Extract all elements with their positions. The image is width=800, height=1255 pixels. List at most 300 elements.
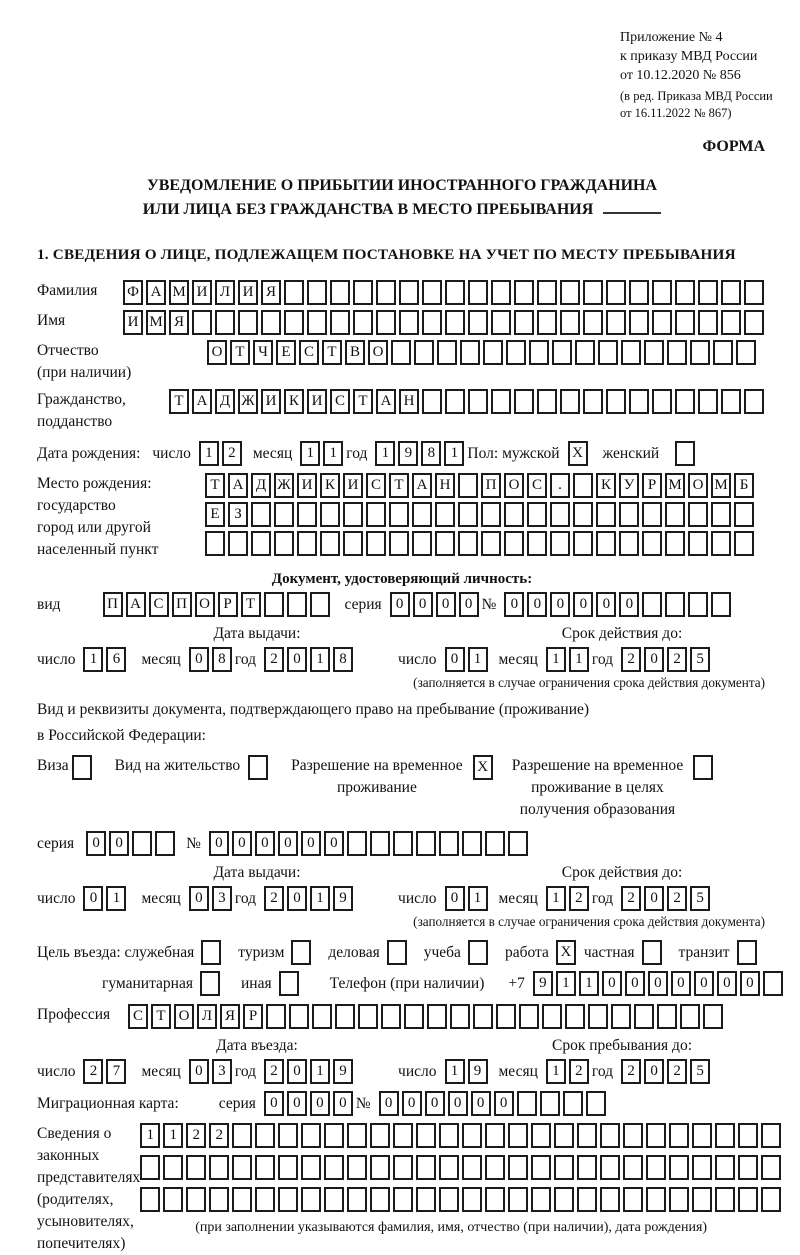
char-box[interactable]: [155, 831, 175, 856]
char-box[interactable]: [232, 1187, 252, 1212]
char-box[interactable]: 1: [546, 1059, 566, 1084]
char-box[interactable]: 0: [425, 1091, 445, 1116]
char-box[interactable]: 1: [83, 647, 103, 672]
char-box[interactable]: Я: [169, 310, 189, 335]
char-box[interactable]: [744, 280, 764, 305]
char-box[interactable]: [481, 531, 501, 556]
char-box[interactable]: И: [123, 310, 143, 335]
char-box[interactable]: [629, 280, 649, 305]
char-box[interactable]: [537, 389, 557, 414]
char-box[interactable]: П: [103, 592, 123, 617]
char-box[interactable]: [573, 473, 593, 498]
char-box[interactable]: Т: [389, 473, 409, 498]
char-box[interactable]: [583, 389, 603, 414]
char-box[interactable]: 5: [690, 1059, 710, 1084]
char-box[interactable]: [274, 531, 294, 556]
char-box[interactable]: [343, 531, 363, 556]
char-box[interactable]: [542, 1004, 562, 1029]
char-box[interactable]: [347, 1123, 367, 1148]
char-box[interactable]: 6: [106, 647, 126, 672]
char-box[interactable]: Е: [276, 340, 296, 365]
char-box[interactable]: [621, 340, 641, 365]
char-box[interactable]: 1: [300, 441, 320, 466]
char-box[interactable]: 1: [140, 1123, 160, 1148]
char-box[interactable]: З: [228, 502, 248, 527]
char-box[interactable]: [324, 1155, 344, 1180]
char-box[interactable]: 0: [402, 1091, 422, 1116]
char-box[interactable]: [255, 1187, 275, 1212]
char-box[interactable]: [715, 1123, 735, 1148]
char-box[interactable]: [228, 531, 248, 556]
char-box[interactable]: 0: [436, 592, 456, 617]
char-box[interactable]: Ж: [274, 473, 294, 498]
char-box[interactable]: [491, 310, 511, 335]
char-box[interactable]: [462, 1123, 482, 1148]
char-box[interactable]: [264, 592, 284, 617]
char-box[interactable]: 0: [445, 886, 465, 911]
char-box[interactable]: [347, 1187, 367, 1212]
char-box[interactable]: [573, 531, 593, 556]
char-box[interactable]: 0: [301, 831, 321, 856]
char-box[interactable]: [238, 310, 258, 335]
char-box[interactable]: П: [481, 473, 501, 498]
char-box[interactable]: Я: [261, 280, 281, 305]
char-box[interactable]: [376, 310, 396, 335]
char-box[interactable]: 9: [468, 1059, 488, 1084]
char-box[interactable]: [623, 1155, 643, 1180]
char-box[interactable]: [416, 1187, 436, 1212]
char-box[interactable]: 0: [390, 592, 410, 617]
char-box[interactable]: [680, 1004, 700, 1029]
char-box[interactable]: [278, 1155, 298, 1180]
char-box[interactable]: И: [307, 389, 327, 414]
char-box[interactable]: [307, 310, 327, 335]
char-box[interactable]: О: [174, 1004, 194, 1029]
char-box[interactable]: 9: [333, 1059, 353, 1084]
char-box[interactable]: [646, 1187, 666, 1212]
char-box[interactable]: [761, 1187, 781, 1212]
char-box[interactable]: [132, 831, 152, 856]
char-box[interactable]: О: [368, 340, 388, 365]
char-box[interactable]: И: [261, 389, 281, 414]
char-box[interactable]: [596, 502, 616, 527]
char-box[interactable]: 0: [287, 1059, 307, 1084]
char-box[interactable]: [248, 755, 268, 780]
char-box[interactable]: 0: [504, 592, 524, 617]
char-box[interactable]: М: [711, 473, 731, 498]
char-box[interactable]: [399, 280, 419, 305]
char-box[interactable]: [692, 1123, 712, 1148]
char-box[interactable]: 0: [619, 592, 639, 617]
char-box[interactable]: 0: [648, 971, 668, 996]
char-box[interactable]: 0: [333, 1091, 353, 1116]
char-box[interactable]: [560, 280, 580, 305]
char-box[interactable]: [200, 971, 220, 996]
char-box[interactable]: [274, 502, 294, 527]
char-box[interactable]: А: [192, 389, 212, 414]
char-box[interactable]: [307, 280, 327, 305]
char-box[interactable]: Е: [205, 502, 225, 527]
char-box[interactable]: [736, 340, 756, 365]
char-box[interactable]: Н: [435, 473, 455, 498]
char-box[interactable]: [251, 502, 271, 527]
char-box[interactable]: [761, 1155, 781, 1180]
char-box[interactable]: [583, 280, 603, 305]
char-box[interactable]: [703, 1004, 723, 1029]
char-box[interactable]: 5: [690, 647, 710, 672]
char-box[interactable]: [458, 473, 478, 498]
char-box[interactable]: [468, 280, 488, 305]
char-box[interactable]: [297, 531, 317, 556]
char-box[interactable]: [320, 531, 340, 556]
char-box[interactable]: [320, 502, 340, 527]
char-box[interactable]: [416, 831, 436, 856]
char-box[interactable]: [468, 389, 488, 414]
char-box[interactable]: А: [146, 280, 166, 305]
char-box[interactable]: 0: [287, 647, 307, 672]
char-box[interactable]: [284, 280, 304, 305]
char-box[interactable]: [416, 1155, 436, 1180]
char-box[interactable]: [642, 592, 662, 617]
char-box[interactable]: [335, 1004, 355, 1029]
char-box[interactable]: [713, 340, 733, 365]
char-box[interactable]: [399, 310, 419, 335]
char-box[interactable]: 1: [546, 886, 566, 911]
char-box[interactable]: [531, 1155, 551, 1180]
char-box[interactable]: [376, 280, 396, 305]
char-box[interactable]: [439, 1123, 459, 1148]
char-box[interactable]: [481, 502, 501, 527]
char-box[interactable]: [652, 389, 672, 414]
char-box[interactable]: [550, 502, 570, 527]
char-box[interactable]: М: [169, 280, 189, 305]
char-box[interactable]: [437, 340, 457, 365]
char-box[interactable]: [763, 971, 783, 996]
char-box[interactable]: Р: [642, 473, 662, 498]
char-box[interactable]: 1: [546, 647, 566, 672]
char-box[interactable]: 1: [310, 1059, 330, 1084]
char-box[interactable]: [586, 1091, 606, 1116]
char-box[interactable]: 2: [621, 647, 641, 672]
char-box[interactable]: 1: [310, 647, 330, 672]
char-box[interactable]: Т: [241, 592, 261, 617]
char-box[interactable]: Д: [215, 389, 235, 414]
char-box[interactable]: [445, 280, 465, 305]
char-box[interactable]: [577, 1187, 597, 1212]
char-box[interactable]: 9: [533, 971, 553, 996]
char-box[interactable]: [485, 1123, 505, 1148]
char-box[interactable]: В: [345, 340, 365, 365]
char-box[interactable]: [491, 389, 511, 414]
char-box[interactable]: [506, 340, 526, 365]
char-box[interactable]: 0: [209, 831, 229, 856]
char-box[interactable]: Т: [353, 389, 373, 414]
char-box[interactable]: [330, 310, 350, 335]
char-box[interactable]: [675, 389, 695, 414]
char-box[interactable]: [698, 389, 718, 414]
char-box[interactable]: [738, 1123, 758, 1148]
char-box[interactable]: [669, 1187, 689, 1212]
char-box[interactable]: 0: [602, 971, 622, 996]
char-box[interactable]: [387, 940, 407, 965]
char-box[interactable]: [642, 502, 662, 527]
char-box[interactable]: 0: [625, 971, 645, 996]
char-box[interactable]: 0: [287, 886, 307, 911]
char-box[interactable]: Т: [169, 389, 189, 414]
char-box[interactable]: [623, 1187, 643, 1212]
char-box[interactable]: [140, 1155, 160, 1180]
char-box[interactable]: [692, 1155, 712, 1180]
char-box[interactable]: [611, 1004, 631, 1029]
char-box[interactable]: [496, 1004, 516, 1029]
char-box[interactable]: [462, 831, 482, 856]
char-box[interactable]: [291, 940, 311, 965]
char-box[interactable]: [445, 389, 465, 414]
char-box[interactable]: 0: [86, 831, 106, 856]
char-box[interactable]: [366, 531, 386, 556]
char-box[interactable]: [330, 280, 350, 305]
char-box[interactable]: О: [504, 473, 524, 498]
char-box[interactable]: [688, 531, 708, 556]
char-box[interactable]: [284, 310, 304, 335]
char-box[interactable]: [163, 1187, 183, 1212]
char-box[interactable]: [439, 1187, 459, 1212]
char-box[interactable]: 8: [212, 647, 232, 672]
char-box[interactable]: [508, 1155, 528, 1180]
char-box[interactable]: [301, 1123, 321, 1148]
char-box[interactable]: [140, 1187, 160, 1212]
char-box[interactable]: 0: [324, 831, 344, 856]
char-box[interactable]: [460, 340, 480, 365]
char-box[interactable]: [560, 310, 580, 335]
char-box[interactable]: [606, 280, 626, 305]
char-box[interactable]: [232, 1155, 252, 1180]
char-box[interactable]: 1: [468, 886, 488, 911]
char-box[interactable]: [554, 1123, 574, 1148]
char-box[interactable]: [698, 310, 718, 335]
char-box[interactable]: [192, 310, 212, 335]
char-box[interactable]: [667, 340, 687, 365]
char-box[interactable]: К: [596, 473, 616, 498]
char-box[interactable]: [255, 1123, 275, 1148]
char-box[interactable]: 0: [379, 1091, 399, 1116]
char-box[interactable]: [370, 1155, 390, 1180]
char-box[interactable]: [427, 1004, 447, 1029]
char-box[interactable]: 0: [671, 971, 691, 996]
char-box[interactable]: [606, 310, 626, 335]
char-box[interactable]: 0: [644, 647, 664, 672]
char-box[interactable]: 1: [106, 886, 126, 911]
char-box[interactable]: [517, 1091, 537, 1116]
char-box[interactable]: [324, 1187, 344, 1212]
char-box[interactable]: 1: [163, 1123, 183, 1148]
char-box[interactable]: [692, 1187, 712, 1212]
char-box[interactable]: [353, 310, 373, 335]
char-box[interactable]: [652, 310, 672, 335]
char-box[interactable]: [693, 755, 713, 780]
char-box[interactable]: [435, 502, 455, 527]
char-box[interactable]: [721, 280, 741, 305]
char-box[interactable]: [577, 1123, 597, 1148]
char-box[interactable]: [761, 1123, 781, 1148]
char-box[interactable]: Т: [230, 340, 250, 365]
char-box[interactable]: А: [376, 389, 396, 414]
char-box[interactable]: 7: [106, 1059, 126, 1084]
char-box[interactable]: А: [228, 473, 248, 498]
char-box[interactable]: [634, 1004, 654, 1029]
char-box[interactable]: 5: [690, 886, 710, 911]
char-box[interactable]: 0: [573, 592, 593, 617]
char-box[interactable]: [491, 280, 511, 305]
char-box[interactable]: [358, 1004, 378, 1029]
char-box[interactable]: [527, 502, 547, 527]
char-box[interactable]: [255, 1155, 275, 1180]
char-box[interactable]: [665, 531, 685, 556]
char-box[interactable]: [72, 755, 92, 780]
char-box[interactable]: 1: [199, 441, 219, 466]
char-box[interactable]: С: [149, 592, 169, 617]
char-box[interactable]: 1: [579, 971, 599, 996]
char-box[interactable]: [287, 592, 307, 617]
char-box[interactable]: 2: [667, 886, 687, 911]
char-box[interactable]: [665, 502, 685, 527]
char-box[interactable]: [600, 1123, 620, 1148]
char-box[interactable]: [629, 310, 649, 335]
char-box[interactable]: И: [343, 473, 363, 498]
char-box[interactable]: [690, 340, 710, 365]
char-box[interactable]: [209, 1187, 229, 1212]
char-box[interactable]: 9: [333, 886, 353, 911]
char-box[interactable]: 2: [264, 647, 284, 672]
char-box[interactable]: 2: [222, 441, 242, 466]
char-box[interactable]: [514, 389, 534, 414]
char-box[interactable]: С: [527, 473, 547, 498]
char-box[interactable]: [370, 1123, 390, 1148]
char-box[interactable]: [347, 831, 367, 856]
char-box[interactable]: [646, 1123, 666, 1148]
char-box[interactable]: X: [473, 755, 493, 780]
char-box[interactable]: [485, 1155, 505, 1180]
char-box[interactable]: 0: [527, 592, 547, 617]
char-box[interactable]: [370, 831, 390, 856]
char-box[interactable]: [389, 531, 409, 556]
char-box[interactable]: [734, 531, 754, 556]
char-box[interactable]: [531, 1123, 551, 1148]
char-box[interactable]: [366, 502, 386, 527]
char-box[interactable]: [688, 592, 708, 617]
char-box[interactable]: [619, 502, 639, 527]
char-box[interactable]: [508, 1187, 528, 1212]
char-box[interactable]: 0: [413, 592, 433, 617]
char-box[interactable]: [186, 1155, 206, 1180]
char-box[interactable]: [550, 531, 570, 556]
char-box[interactable]: [251, 531, 271, 556]
char-box[interactable]: [644, 340, 664, 365]
char-box[interactable]: [598, 340, 618, 365]
char-box[interactable]: М: [665, 473, 685, 498]
char-box[interactable]: [312, 1004, 332, 1029]
char-box[interactable]: [665, 592, 685, 617]
char-box[interactable]: [483, 340, 503, 365]
char-box[interactable]: 0: [255, 831, 275, 856]
char-box[interactable]: [468, 940, 488, 965]
char-box[interactable]: [721, 389, 741, 414]
char-box[interactable]: И: [192, 280, 212, 305]
char-box[interactable]: 0: [494, 1091, 514, 1116]
char-box[interactable]: 1: [323, 441, 343, 466]
char-box[interactable]: [577, 1155, 597, 1180]
char-box[interactable]: [201, 940, 221, 965]
char-box[interactable]: [715, 1155, 735, 1180]
char-box[interactable]: Р: [218, 592, 238, 617]
char-box[interactable]: [565, 1004, 585, 1029]
char-box[interactable]: 1: [445, 1059, 465, 1084]
char-box[interactable]: [514, 310, 534, 335]
char-box[interactable]: [439, 831, 459, 856]
char-box[interactable]: [435, 531, 455, 556]
char-box[interactable]: 3: [212, 1059, 232, 1084]
char-box[interactable]: [669, 1123, 689, 1148]
char-box[interactable]: [646, 1155, 666, 1180]
char-box[interactable]: [450, 1004, 470, 1029]
char-box[interactable]: [297, 502, 317, 527]
char-box[interactable]: [404, 1004, 424, 1029]
char-box[interactable]: 9: [398, 441, 418, 466]
char-box[interactable]: [393, 1123, 413, 1148]
char-box[interactable]: [652, 280, 672, 305]
char-box[interactable]: [393, 1155, 413, 1180]
char-box[interactable]: Ф: [123, 280, 143, 305]
char-box[interactable]: [416, 1123, 436, 1148]
char-box[interactable]: 0: [189, 886, 209, 911]
char-box[interactable]: 0: [644, 886, 664, 911]
char-box[interactable]: 1: [468, 647, 488, 672]
char-box[interactable]: Т: [205, 473, 225, 498]
char-box[interactable]: 0: [471, 1091, 491, 1116]
char-box[interactable]: [552, 340, 572, 365]
char-box[interactable]: Б: [734, 473, 754, 498]
char-box[interactable]: [163, 1155, 183, 1180]
char-box[interactable]: О: [195, 592, 215, 617]
char-box[interactable]: 2: [209, 1123, 229, 1148]
char-box[interactable]: [412, 531, 432, 556]
char-box[interactable]: Ж: [238, 389, 258, 414]
char-box[interactable]: [744, 310, 764, 335]
char-box[interactable]: 3: [212, 886, 232, 911]
char-box[interactable]: [353, 280, 373, 305]
char-box[interactable]: [554, 1155, 574, 1180]
char-box[interactable]: [508, 831, 528, 856]
char-box[interactable]: [527, 531, 547, 556]
char-box[interactable]: С: [299, 340, 319, 365]
char-box[interactable]: [458, 502, 478, 527]
char-box[interactable]: О: [207, 340, 227, 365]
char-box[interactable]: [715, 1187, 735, 1212]
char-box[interactable]: [738, 1155, 758, 1180]
char-box[interactable]: [675, 310, 695, 335]
char-box[interactable]: [575, 340, 595, 365]
char-box[interactable]: [540, 1091, 560, 1116]
char-box[interactable]: [531, 1187, 551, 1212]
char-box[interactable]: [301, 1155, 321, 1180]
char-box[interactable]: 0: [83, 886, 103, 911]
char-box[interactable]: 0: [596, 592, 616, 617]
char-box[interactable]: И: [297, 473, 317, 498]
char-box[interactable]: Т: [322, 340, 342, 365]
char-box[interactable]: М: [146, 310, 166, 335]
char-box[interactable]: П: [172, 592, 192, 617]
char-box[interactable]: [468, 310, 488, 335]
